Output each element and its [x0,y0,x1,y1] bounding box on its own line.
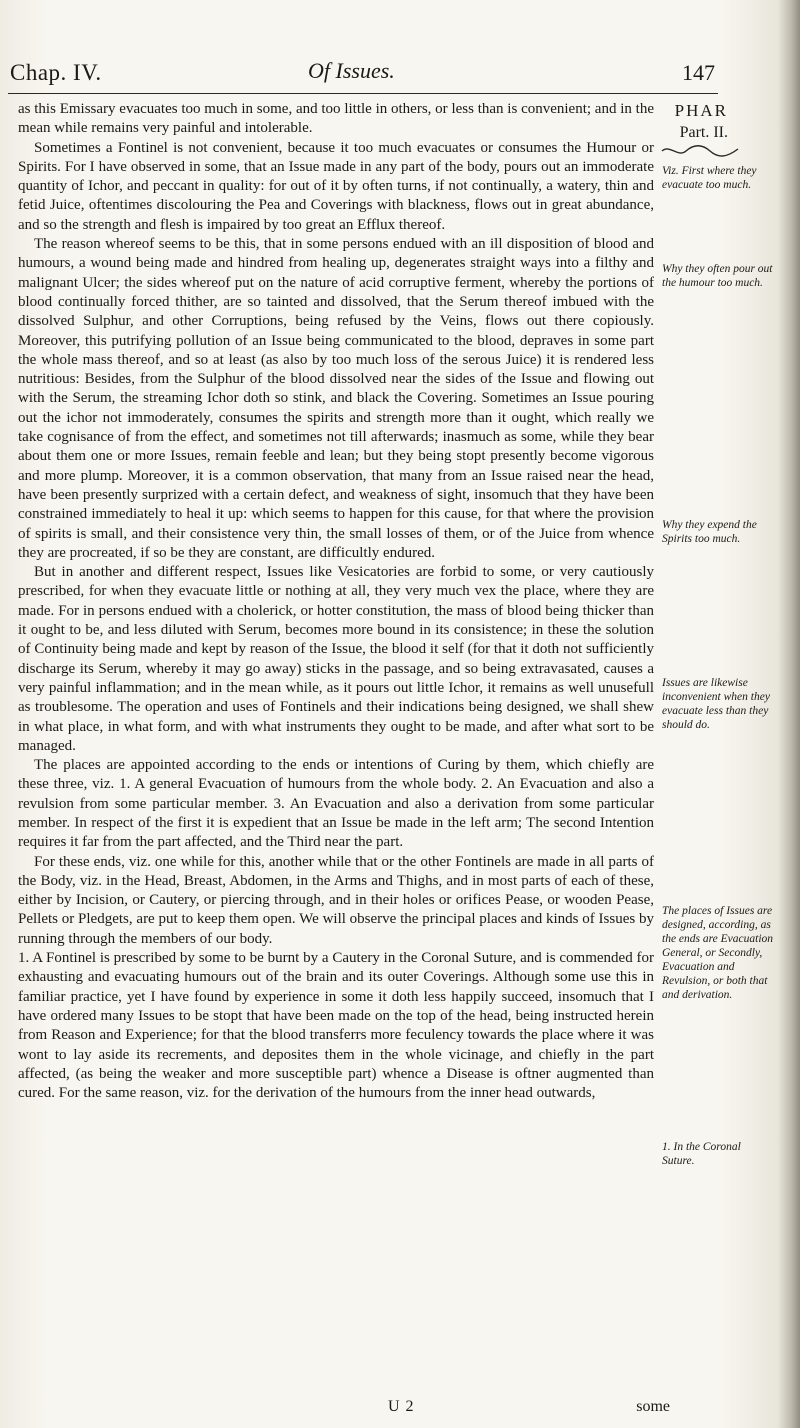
paragraph: For these ends, viz. one while for this, another while that or the other Fontinels are made in all parts of the Body, viz. in the Head, Breast, Abdomen, in the Arms and Thighs, and in most parts of each of these, either by Incision, or Cautery, or piercing through, and in their holes or orifices Pease, or wooden Pease, Pellets or Pledgets, are put to keep them open. We will observe the principal places and kinds of Issues by running through the members of our body. [18,853,654,947]
margin-note-4: Issues are likewise inconvenient when they evacuate less than they should do. [662,677,770,731]
paragraph: The reason whereof seems to be this, that in some persons endued with an ill disposition of blood and humours, a wound being made and hindred from healing up, degenerates straight ways into a filthy and malignant Ulcer; the sides whereof put on the nature of acid corruptive ferment, whereby the portions of blood continually forced thither, are so tainted and dissolved, that the Serum thereof imbued with the dissolved Sulphur, and other Corruptions, being refused by the Veins, flows out there copiously. Moreover, this putrifying pollution of an Issue being communicated to the blood, depraves in some part the whole mass thereof, and so at least (as also by too much loss of the serous Juice) it is rendered less nutritious: Besides, from the Sulphur of the blood dissolved near the sides of the Issue and flowing out with the Serum, the streaming Ichor doth so stink, and black the Covering. Sometimes an Issue pouring out the ichor not immoderately, consumes the spirits and strength more than it ought, which really we take cognisance of from the effect, and sometimes not till afterwards; inasmuch as some, while they bear about them one or more Issues, remain feeble and lean; but they being stopt presently become vigorous and more plump. Moreover, it is a common observation, that many from an Issue raised near the head, have been presently surprized with a certain defect, and weakness of sight, insomuch that they have been constrained immediately to heal it up: which seems to happen for this cause, for that where the provision of spirits is small, and their consistence very thin, the small losses of them, or of the Juice from whence they are procreated, if so be they are constant, are difficultly endured. [18,236,654,561]
paragraph: The places are appointed according to the ends or intentions of Curing by them, which chiefly are these three, viz. 1. A general Evacuation of humours from the whole body. 2. An Evacuation and also a revulsion from some particular member. 3. An Evacuation and also a derivation from some particular member. In respect of the first it is expedient that an Issue be made in the left arm; The second Intention requires it far from the part affected, and the Third near the part. [18,757,654,851]
margin-header-line2: Part. II. [679,124,728,141]
ornament-flourish [660,144,740,158]
paragraph: Sometimes a Fontinel is not convenient, because it too much evacuates or consumes the Humour or Spirits. For I have observed in some, that an Issue made in any part of the body, pours out an immoderate quantity of Ichor, and peccant in quality: for out of it by often turns, if not continually, a watery, thin and fetid Juice, oftentimes discolouring the Pea and Coverings with blackness, flows out in great abundance, and so the strength and flesh is impaired by too great an Efflux thereof. [18,139,654,233]
body-text [18,100,654,1103]
paragraph: 1. A Fontinel is prescribed by some to be burnt by a Cautery in the Coronal Suture, and is commended for exhausting and evacuating humours out of the brain and its outer Coverings. Although some use this in familiar practice, yet I have found by experience in some it doth less happily succeed, insomuch that I have ordered many Issues to be stopt that have been made on the top of the head, being instructed herein from Reason and Experience; for that the blood transferrs more feculency towards the place where it was wont to lay aside its recrements, and deposites them in the whole vicinage, and chiefly in the part affected, (as being the weaker and more susceptible part) whence a Disease is oftner augmented than cured. For the same reason, viz. for the derivation of the humours from the inner head outwards, [18,950,654,1102]
page-number: 147 [682,60,715,85]
header-rule [8,93,718,94]
page-footer [18,1398,670,1418]
chapter-label: Chap. IV. [10,60,102,85]
margin-note-2: Why they often pour out the humour too much. [662,263,773,289]
margin-note-1: Viz. First where they evacuate too much. [662,165,757,191]
paragraph: But in another and different respect, Issues like Vesicatories are forbid to some, or very cautiously prescribed, for when they evacuate little or nothing at all, they very much vex the place, where they are made. For in persons endued with a cholerick, or hotter constitution, the mass of blood being thicker than it ought to be, and less diluted with Serum, becomes more bound in its consistence; in these the solution of Continuity being made and kept by reason of the Issue, the blood it self (for that it doth not sufficiently discharge its Serum, whereby it may go away) sticks in the passage, and so being extravasated, causes a very painful inflammation; and in the mean while, as it pours out little Ichor, it remains as well unusefull as troublesome. The operation and uses of Fontinels and their indications being designed, we shall shew in what place, in what form, and with what instruments they ought to be made, and after what sort to be managed. [18,564,654,754]
margin-header-line1: PHAR [674,101,728,120]
margin-note-3: Why they expend the Spirits too much. [662,519,757,545]
paragraph: as this Emissary evacuates too much in some, and too little in others, or less than is convenient; and in the mean while remains very painful and intolerable. [18,101,654,137]
margin-header [658,100,728,144]
margin-note-5: The places of Issues are designed, according, as the ends are Evacuation General, or Secondly, Evacuation and Revulsion, or both that and derivation. [662,905,774,1001]
running-title: Of Issues. [308,58,395,83]
margin-note-6: 1. In the Coronal Suture. [662,1141,741,1167]
catchword: some [636,1398,670,1415]
running-head [10,56,715,96]
page-gutter-shadow [778,0,800,1428]
signature-mark: U 2 [388,1398,415,1415]
